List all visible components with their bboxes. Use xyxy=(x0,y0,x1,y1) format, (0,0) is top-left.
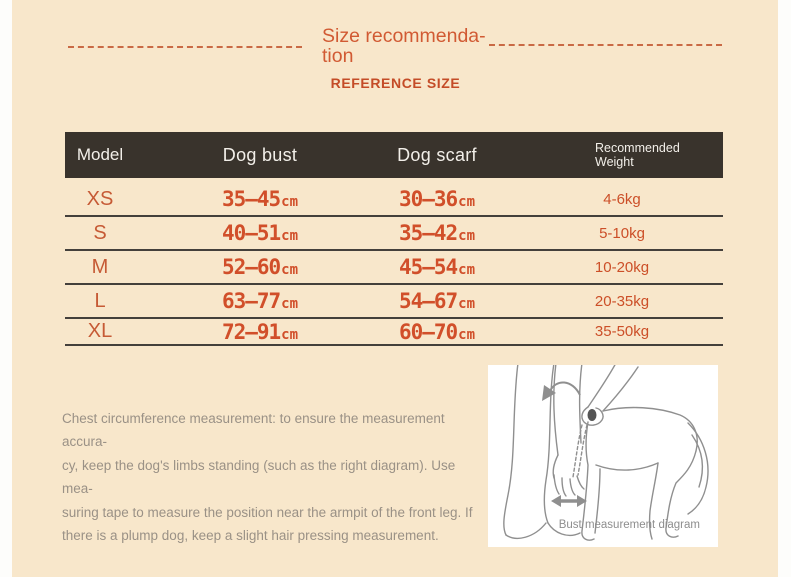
rotate-arrow-icon xyxy=(542,382,580,401)
size-label: L xyxy=(94,289,106,312)
unit-label: cm xyxy=(281,296,299,312)
table-row-xs xyxy=(65,183,723,217)
unit-label: cm xyxy=(458,194,476,210)
instructions-line1: Chest circumference measurement: to ensure the measurement accura- xyxy=(62,411,445,450)
bust-range: 63–77cm xyxy=(221,289,299,313)
reference-size-heading: REFERENCE SIZE xyxy=(330,75,461,91)
size-table-body xyxy=(65,183,723,346)
scarf-range: 35–42cm xyxy=(398,221,476,245)
scarf-range: 45–54cm xyxy=(398,255,476,279)
weight-range: 5-10kg xyxy=(599,224,645,242)
sketch-lines xyxy=(504,365,708,540)
table-row-m xyxy=(65,251,723,285)
bust-range: 72–91cm xyxy=(221,319,299,344)
scarf-range: 54–67cm xyxy=(398,289,476,313)
unit-label: cm xyxy=(458,262,476,278)
bust-measurement-diagram xyxy=(488,365,718,547)
table-row-l xyxy=(65,285,723,319)
page-title-line1: Size recommenda- xyxy=(322,25,486,47)
diagram-caption: Bust measurement diagram xyxy=(558,519,700,531)
instructions-line4: there is a plump dog, keep a slight hair pressing measurement. xyxy=(62,528,439,544)
recommended-weight-line2: Weight xyxy=(595,155,634,169)
scarf-range: 30–36cm xyxy=(398,187,476,211)
size-label: XL xyxy=(87,320,113,342)
size-table-header xyxy=(65,132,723,178)
table-row-s xyxy=(65,217,723,251)
unit-label: cm xyxy=(281,326,299,343)
bust-range: 35–45cm xyxy=(221,187,299,211)
weight-range: 20-35kg xyxy=(594,292,650,310)
width-double-arrow-icon xyxy=(551,495,587,507)
measurement-instructions xyxy=(62,407,482,547)
page-title-line2: tion xyxy=(322,45,354,67)
scarf-range: 60–70cm xyxy=(398,319,476,344)
column-header-recommended-weight xyxy=(489,141,723,169)
size-label: XS xyxy=(86,187,114,210)
table-row-xl xyxy=(65,319,723,346)
column-header-dog-bust: Dog bust xyxy=(222,144,298,165)
recommended-weight-line1: Recommended xyxy=(595,141,680,155)
unit-label: cm xyxy=(458,296,476,312)
weight-range: 35-50kg xyxy=(594,323,650,340)
column-header-model: Model xyxy=(76,145,124,164)
column-header-dog-scarf: Dog scarf xyxy=(397,144,477,165)
title-dash-right-divider xyxy=(489,44,722,46)
unit-label: cm xyxy=(458,228,476,244)
weight-range: 4-6kg xyxy=(603,190,641,208)
instructions-line2: cy, keep the dog's limbs standing (such as the right diagram). Use mea- xyxy=(62,457,456,497)
unit-label: cm xyxy=(281,194,299,210)
weight-range: 10-20kg xyxy=(594,258,650,276)
unit-label: cm xyxy=(281,228,299,244)
size-label: M xyxy=(91,255,109,278)
title-dash-left-divider xyxy=(68,46,302,48)
size-label: S xyxy=(93,221,107,244)
bust-range: 52–60cm xyxy=(221,255,299,279)
instructions-line3: suring tape to measure the position near the armpit of the front leg. If xyxy=(62,504,473,520)
page-title xyxy=(322,26,486,66)
unit-label: cm xyxy=(281,262,299,278)
bust-range: 40–51cm xyxy=(221,221,299,245)
unit-label: cm xyxy=(458,326,476,343)
